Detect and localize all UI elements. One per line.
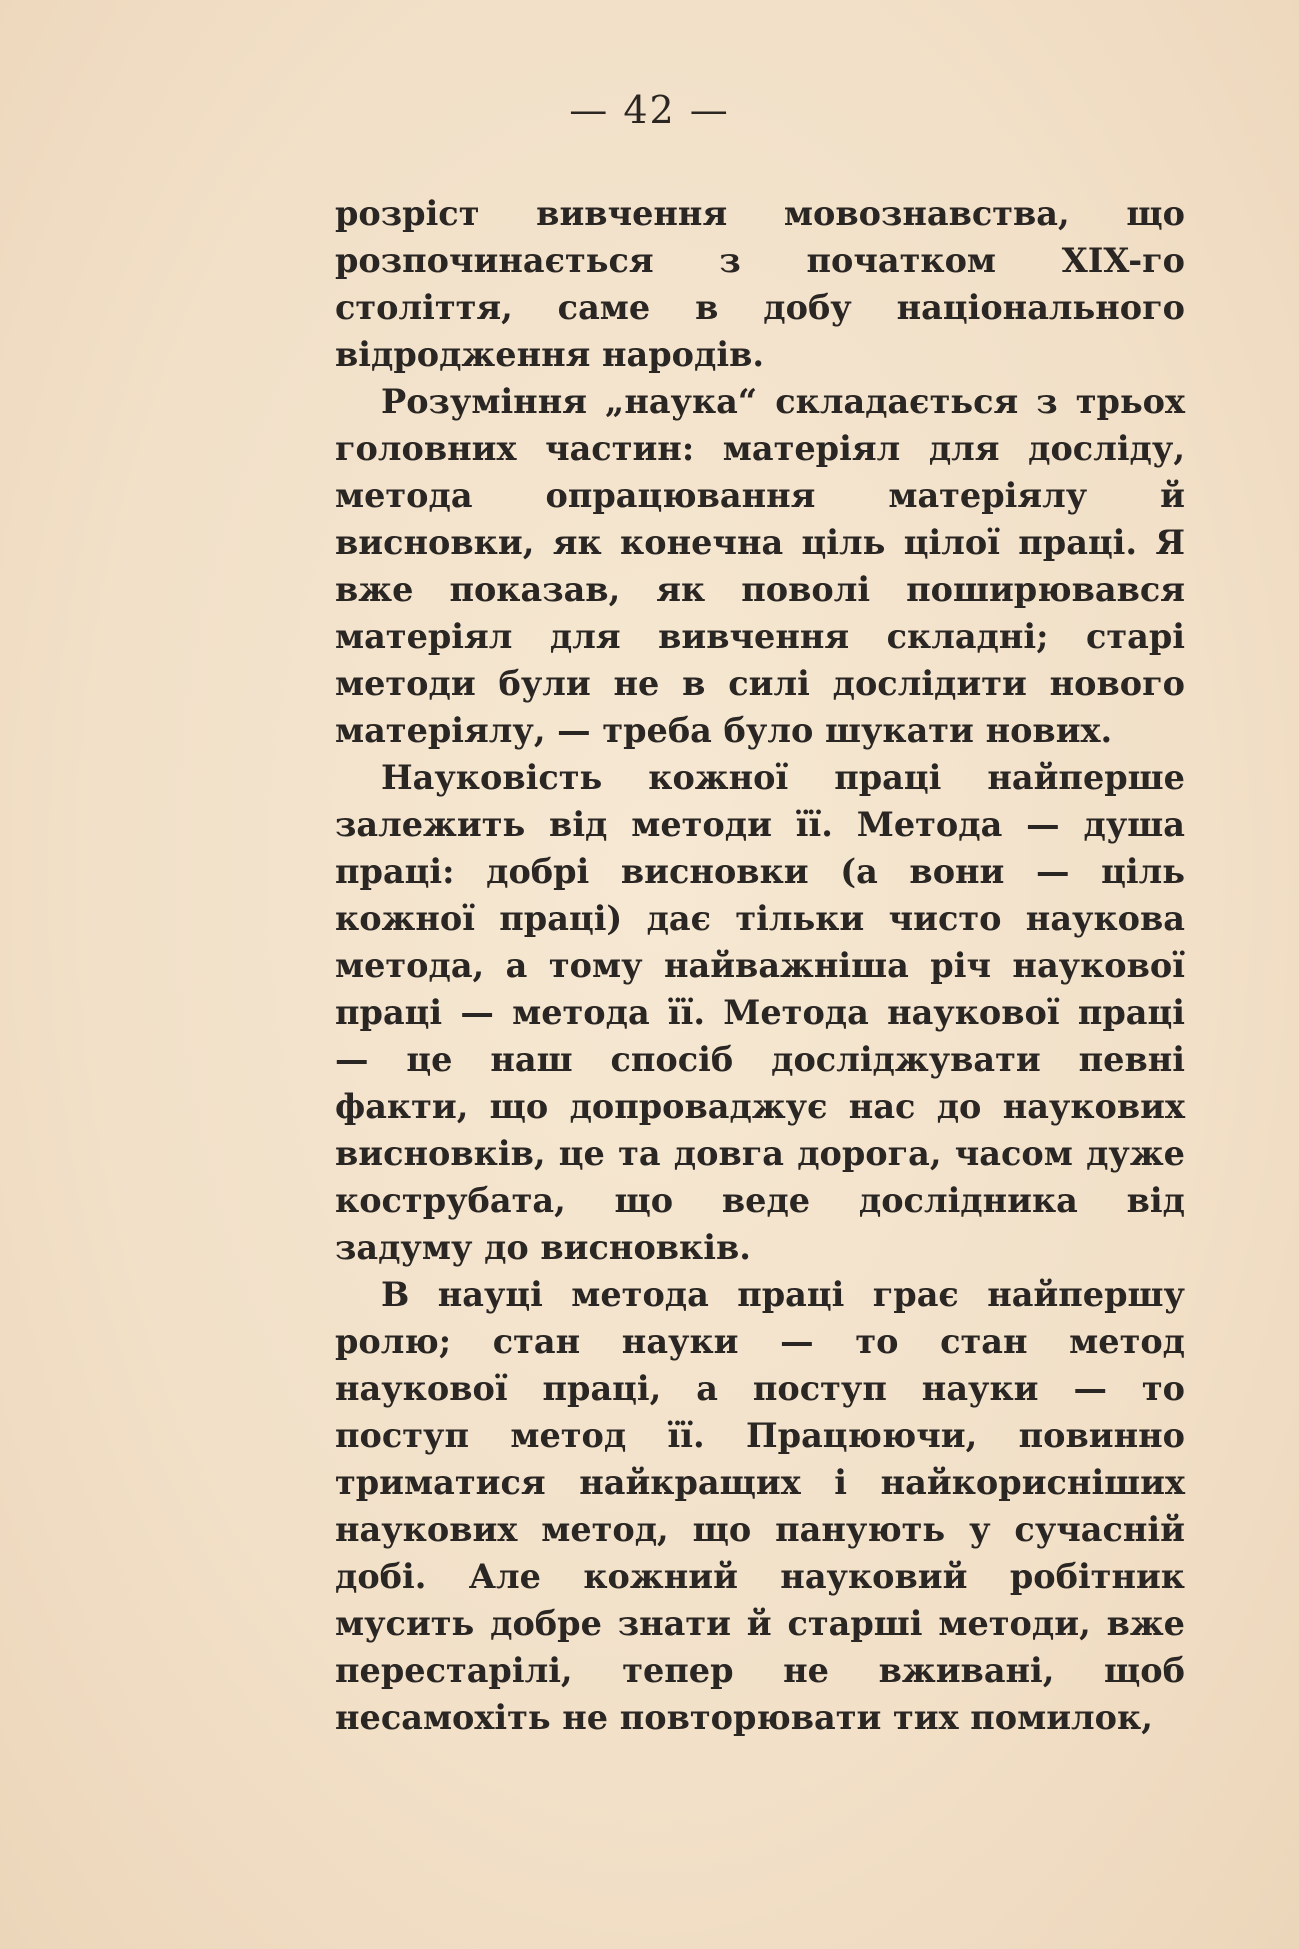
paragraph: Науковість кожної праці найперше залежить від методи її. Метода — душа праці: добрі висновки (а вони — ціль кожної праці) дає тільки чисто наукова метода, а тому найважніша річ наукової праці — метода її. Метода наукової праці — це наш спосіб досліджувати певні факти, що допроваджує нас до наукових висновків, це та довга дорога, часом дуже кострубата, що веде дослідника від задуму до висновків. bbox=[335, 758, 1185, 1267]
paragraph: В науці метода праці грає найпершу ролю; стан науки — то стан метод наукової праці, а поступ науки — то поступ метод її. Працюючи, повинно триматися найкращих і найкорисніших наукових метод, що панують у сучасній добі. Але кожний науковий робітник мусить добре знати й старші методи, вже перестарілі, тепер не вживані, щоб несамохіть не повторювати тих помилок, bbox=[335, 1275, 1185, 1737]
paragraph: Розуміння „наука“ складається з трьох головних частин: матеріял для досліду, метода опрацювання матеріялу й висновки, як конечна ціль цілої праці. Я вже показав, як поволі поширювався матеріял для вивчення складні; старі методи були не в силі дослідити нового матеріялу, — треба було шукати нових. bbox=[335, 382, 1185, 750]
paragraph-continuation: розріст вивчення мовознавства, що розпочинається з початком XIX-го століття, саме в добу національного відродження народів. bbox=[335, 194, 1185, 374]
page-number: — 42 — bbox=[569, 88, 730, 132]
body-text bbox=[335, 190, 1185, 1741]
